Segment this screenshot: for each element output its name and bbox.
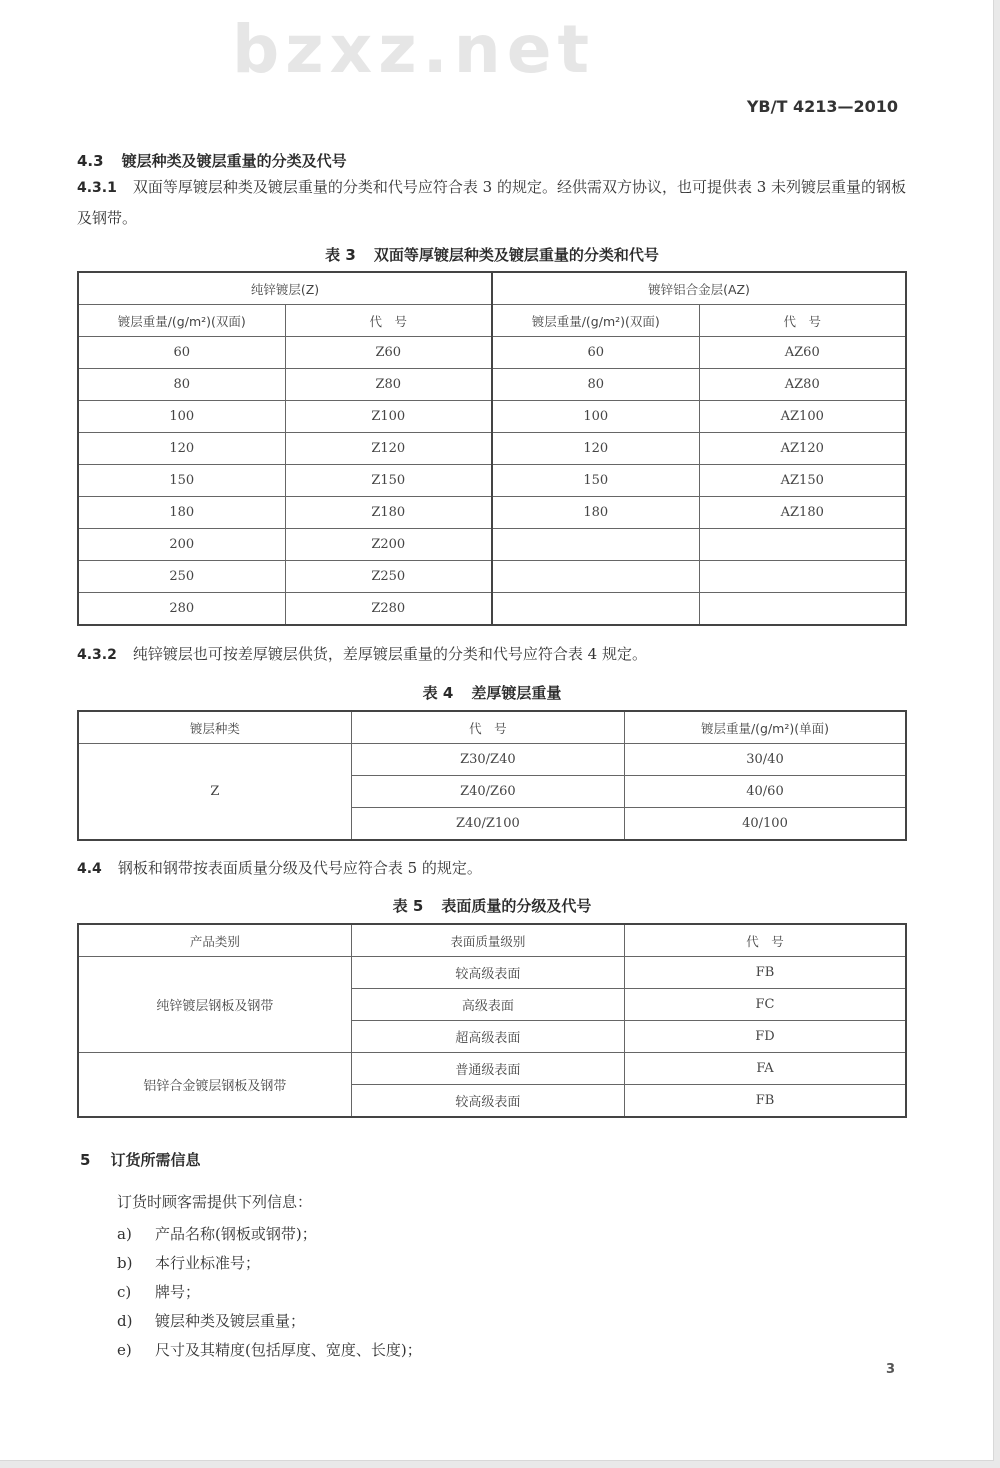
aluzinc-coating-weight bbox=[492, 561, 699, 593]
surface-quality-grade: 较高级表面 bbox=[351, 1085, 624, 1118]
column-header: 镀层种类 bbox=[78, 711, 351, 744]
column-header: 代 号 bbox=[285, 305, 492, 337]
table3-row bbox=[78, 561, 906, 593]
aluzinc-coating-weight: 180 bbox=[492, 497, 699, 529]
differential-code: Z40/Z60 bbox=[351, 776, 624, 808]
caption-number: 表 4 bbox=[422, 684, 454, 702]
zinc-code: Z250 bbox=[285, 561, 492, 593]
product-category: 纯锌镀层钢板及钢带 bbox=[78, 957, 351, 1053]
coating-type: Z bbox=[78, 744, 351, 841]
column-header: 代 号 bbox=[699, 305, 906, 337]
table3-row bbox=[78, 593, 906, 626]
table3-group-header-row bbox=[78, 272, 906, 305]
zinc-coating-weight: 100 bbox=[78, 401, 285, 433]
product-category: 铝锌合金镀层钢板及钢带 bbox=[78, 1053, 351, 1118]
aluzinc-code bbox=[699, 529, 906, 561]
table4-header-row bbox=[78, 711, 906, 744]
list-text: 牌号； bbox=[155, 1283, 201, 1301]
aluzinc-code bbox=[699, 593, 906, 626]
list-item bbox=[117, 1336, 422, 1365]
zinc-code: Z60 bbox=[285, 337, 492, 369]
aluzinc-code bbox=[699, 561, 906, 593]
section-title: 订货所需信息 bbox=[110, 1151, 201, 1169]
paragraph-text: 纯锌镀层也可按差厚镀层供货，差厚镀层重量的分类和代号应符合表 4 规定。 bbox=[132, 645, 647, 663]
group-header-aluzinc: 镀锌铝合金层(AZ) bbox=[492, 272, 906, 305]
table5 bbox=[77, 923, 907, 1118]
zinc-code: Z100 bbox=[285, 401, 492, 433]
zinc-coating-weight: 120 bbox=[78, 433, 285, 465]
surface-quality-grade: 超高级表面 bbox=[351, 1021, 624, 1053]
surface-quality-code: FD bbox=[624, 1021, 906, 1053]
table3 bbox=[77, 271, 907, 626]
section-number: 5 bbox=[80, 1151, 91, 1169]
section-title: 镀层种类及镀层重量的分类及代号 bbox=[121, 152, 347, 170]
section-4-4-paragraph bbox=[77, 853, 907, 884]
caption-title: 差厚镀层重量 bbox=[471, 684, 562, 702]
column-header: 产品类别 bbox=[78, 924, 351, 957]
section-number: 4.3.2 bbox=[77, 647, 117, 663]
column-header: 代 号 bbox=[624, 924, 906, 957]
zinc-coating-weight: 200 bbox=[78, 529, 285, 561]
aluzinc-coating-weight: 100 bbox=[492, 401, 699, 433]
section-4-3-heading bbox=[77, 150, 347, 171]
table3-row bbox=[78, 529, 906, 561]
list-text: 本行业标准号； bbox=[155, 1254, 261, 1272]
caption-title: 表面质量的分级及代号 bbox=[441, 897, 592, 915]
list-marker: e) bbox=[117, 1341, 132, 1359]
section-number: 4.3.1 bbox=[77, 180, 117, 196]
section-5-intro: 订货时顾客需提供下列信息： bbox=[117, 1193, 313, 1211]
aluzinc-coating-weight: 80 bbox=[492, 369, 699, 401]
aluzinc-coating-weight bbox=[492, 529, 699, 561]
table3-row bbox=[78, 369, 906, 401]
caption-number: 表 3 bbox=[325, 246, 356, 264]
zinc-coating-weight: 60 bbox=[78, 337, 285, 369]
table3-row bbox=[78, 497, 906, 529]
order-info-list bbox=[117, 1220, 422, 1365]
zinc-code: Z120 bbox=[285, 433, 492, 465]
zinc-code: Z80 bbox=[285, 369, 492, 401]
table3-row bbox=[78, 401, 906, 433]
column-header: 代 号 bbox=[351, 711, 624, 744]
table3-row bbox=[78, 465, 906, 497]
standard-number: YB/T 4213—2010 bbox=[746, 97, 898, 116]
zinc-coating-weight: 80 bbox=[78, 369, 285, 401]
aluzinc-code: AZ80 bbox=[699, 369, 906, 401]
single-side-weight: 40/100 bbox=[624, 808, 906, 841]
table4 bbox=[77, 710, 907, 841]
caption-number: 表 5 bbox=[392, 897, 424, 915]
surface-quality-grade: 较高级表面 bbox=[351, 957, 624, 989]
list-item bbox=[117, 1249, 422, 1278]
table5-header-row bbox=[78, 924, 906, 957]
page-number: 3 bbox=[886, 1362, 896, 1377]
list-item bbox=[117, 1307, 422, 1336]
surface-quality-code: FB bbox=[624, 1085, 906, 1118]
list-item bbox=[117, 1278, 422, 1307]
aluzinc-coating-weight: 60 bbox=[492, 337, 699, 369]
section-number: 4.3 bbox=[77, 152, 104, 170]
list-item bbox=[117, 1220, 422, 1249]
zinc-coating-weight: 150 bbox=[78, 465, 285, 497]
list-text: 产品名称(钢板或钢带)； bbox=[155, 1225, 317, 1243]
aluzinc-code: AZ100 bbox=[699, 401, 906, 433]
table5-row bbox=[78, 957, 906, 989]
zinc-code: Z150 bbox=[285, 465, 492, 497]
section-number: 4.4 bbox=[77, 861, 102, 877]
list-text: 尺寸及其精度(包括厚度、宽度、长度)； bbox=[155, 1341, 422, 1359]
differential-code: Z40/Z100 bbox=[351, 808, 624, 841]
surface-quality-grade: 普通级表面 bbox=[351, 1053, 624, 1085]
differential-code: Z30/Z40 bbox=[351, 744, 624, 776]
zinc-code: Z180 bbox=[285, 497, 492, 529]
list-text: 镀层种类及镀层重量； bbox=[155, 1312, 306, 1330]
column-header: 表面质量级别 bbox=[351, 924, 624, 957]
zinc-coating-weight: 250 bbox=[78, 561, 285, 593]
table4-caption bbox=[77, 682, 907, 703]
paragraph-text: 双面等厚镀层种类及镀层重量的分类和代号应符合表 3 的规定。经供需双方协议，也可提供表 3 未列镀层重量的钢板及钢带。 bbox=[77, 178, 907, 227]
table5-row bbox=[78, 1053, 906, 1085]
column-header: 镀层重量/(g/m²)(单面) bbox=[624, 711, 906, 744]
column-header: 镀层重量/(g/m²)(双面) bbox=[78, 305, 285, 337]
single-side-weight: 30/40 bbox=[624, 744, 906, 776]
zinc-coating-weight: 280 bbox=[78, 593, 285, 626]
surface-quality-code: FB bbox=[624, 957, 906, 989]
aluzinc-coating-weight bbox=[492, 593, 699, 626]
table3-column-header-row bbox=[78, 305, 906, 337]
table3-caption bbox=[77, 244, 907, 265]
aluzinc-code: AZ120 bbox=[699, 433, 906, 465]
table5-caption bbox=[77, 895, 907, 916]
paragraph-text: 钢板和钢带按表面质量分级及代号应符合表 5 的规定。 bbox=[117, 859, 482, 877]
watermark: bzxz.net bbox=[232, 11, 596, 88]
aluzinc-code: AZ150 bbox=[699, 465, 906, 497]
zinc-code: Z200 bbox=[285, 529, 492, 561]
aluzinc-coating-weight: 120 bbox=[492, 433, 699, 465]
list-marker: d) bbox=[117, 1312, 133, 1330]
aluzinc-coating-weight: 150 bbox=[492, 465, 699, 497]
aluzinc-code: AZ60 bbox=[699, 337, 906, 369]
table4-row bbox=[78, 744, 906, 776]
single-side-weight: 40/60 bbox=[624, 776, 906, 808]
group-header-zinc: 纯锌镀层(Z) bbox=[78, 272, 492, 305]
caption-title: 双面等厚镀层种类及镀层重量的分类和代号 bbox=[373, 246, 659, 264]
list-marker: c) bbox=[117, 1283, 132, 1301]
column-header: 镀层重量/(g/m²)(双面) bbox=[492, 305, 699, 337]
section-4-3-2-paragraph bbox=[77, 639, 907, 670]
section-5-heading bbox=[80, 1149, 200, 1170]
list-marker: a) bbox=[117, 1225, 132, 1243]
zinc-code: Z280 bbox=[285, 593, 492, 626]
list-marker: b) bbox=[117, 1254, 133, 1272]
aluzinc-code: AZ180 bbox=[699, 497, 906, 529]
surface-quality-code: FA bbox=[624, 1053, 906, 1085]
section-4-3-1-paragraph bbox=[77, 172, 907, 233]
table3-row bbox=[78, 337, 906, 369]
surface-quality-code: FC bbox=[624, 989, 906, 1021]
surface-quality-grade: 高级表面 bbox=[351, 989, 624, 1021]
zinc-coating-weight: 180 bbox=[78, 497, 285, 529]
table3-row bbox=[78, 433, 906, 465]
